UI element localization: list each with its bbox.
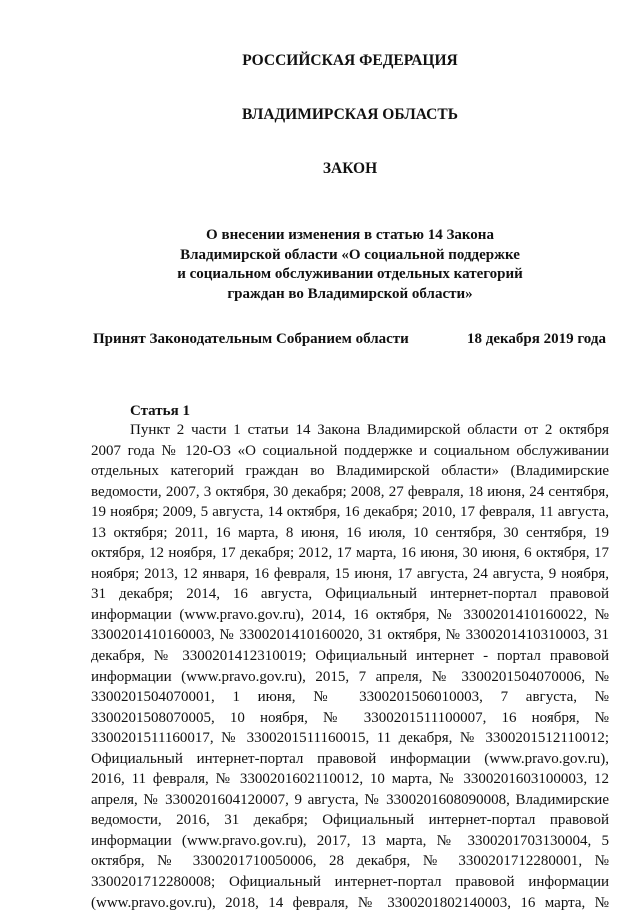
article-line: ведомости, 2016, 31 декабря; Официальный интернет-портал правовой [91, 812, 609, 829]
law-title [0, 226, 640, 304]
adopted-date: 18 декабря 2019 года [467, 331, 606, 347]
article-line: октября, 12 ноября, 17 декабря; 2012, 17 марта, 16 июня, 30 июня, 6 октября, 17 [91, 545, 609, 562]
article-line: октября, № 3300201710050006, 28 декабря, № 3300201712280001, № [91, 853, 609, 870]
law-title-line: граждан во Владимирской области» [227, 285, 473, 302]
article-line: 3300201712280008; Официальный интернет-портал правовой информации [91, 874, 609, 891]
header-federation: РОССИЙСКАЯ ФЕДЕРАЦИЯ [242, 52, 458, 69]
article-heading: Статья 1 [130, 403, 190, 419]
article-line: 3300201511160017, № 3300201511160015, 11 декабря, № 3300201512110012; [91, 730, 609, 747]
article-line: информации (www.pravo.gov.ru), 2017, 13 марта, № 3300201703130004, 5 [91, 832, 609, 849]
article-line: Официальный интернет-портал правовой информации (www.pravo.gov.ru), [91, 750, 609, 767]
article-line: 31 декабря; 2014, 16 августа, Официальный интернет-портал правовой [91, 586, 609, 603]
header-doc-type: ЗАКОН [322, 160, 378, 177]
article-line: (www.pravo.gov.ru), 2018, 14 февраля, № 3300201802140003, 16 марта, № [91, 894, 609, 911]
law-title-line: О внесении изменения в статью 14 Закона [206, 227, 494, 243]
article-line: апреля, № 3300201604120007, 9 августа, № 3300201608090008, Владимирские [91, 791, 609, 808]
law-title-line: Владимирской области «О социальной поддержке [180, 246, 520, 263]
article-line: 3300201504070001, 1 июня, № 3300201506010003, 7 августа, № [91, 689, 609, 706]
article-line: декабря, № 3300201412310019; Официальный интернет - портал правовой [91, 648, 609, 665]
article-line: отдельных категорий граждан во Владимирской области» (Владимирские [91, 463, 609, 480]
article-line: информации (www.pravo.gov.ru), 2015, 7 апреля, № 3300201504070006, № [91, 668, 609, 685]
article-line: 3300201410160003, № 3300201410160020, 31 октября, № 3300201410310003, 31 [91, 627, 609, 644]
header-region: ВЛАДИМИРСКАЯ ОБЛАСТЬ [242, 106, 458, 123]
article-body [91, 420, 609, 913]
article-line: информации (www.pravo.gov.ru), 2014, 16 октября, № 3300201410160022, № [91, 606, 609, 623]
article-line: 2016, 11 февраля, № 3300201602110012, 10 марта, № 3300201603100003, 12 [91, 771, 609, 788]
article-line: 2007 года № 120-ОЗ «О социальной поддержке и социальном обслуживании [91, 442, 609, 459]
article-line: ноября; 2013, 12 января, 16 февраля, 15 июня, 17 августа, 24 августа, 9 ноября, [91, 565, 609, 582]
article-line: 19 ноября; 2009, 5 августа, 14 октября, 16 декабря; 2010, 17 февраля, 11 августа, [91, 504, 609, 521]
adopted-by: Принят Законодательным Собранием области [93, 331, 409, 347]
article-line: ведомости, 2007, 3 октября, 30 декабря; 2008, 27 февраля, 18 июня, 24 сентября, [91, 483, 609, 500]
law-title-line: и социальном обслуживании отдельных категорий [177, 266, 523, 282]
article-line: 3300201508070005, 10 ноября, № 3300201511100007, 16 ноября, № [91, 709, 609, 726]
article-line: Пункт 2 части 1 статьи 14 Закона Владимирской области от 2 октября [130, 422, 609, 438]
article-line: 13 октября; 2011, 16 марта, 8 июня, 16 июля, 10 сентября, 30 сентября, 19 [91, 524, 609, 541]
